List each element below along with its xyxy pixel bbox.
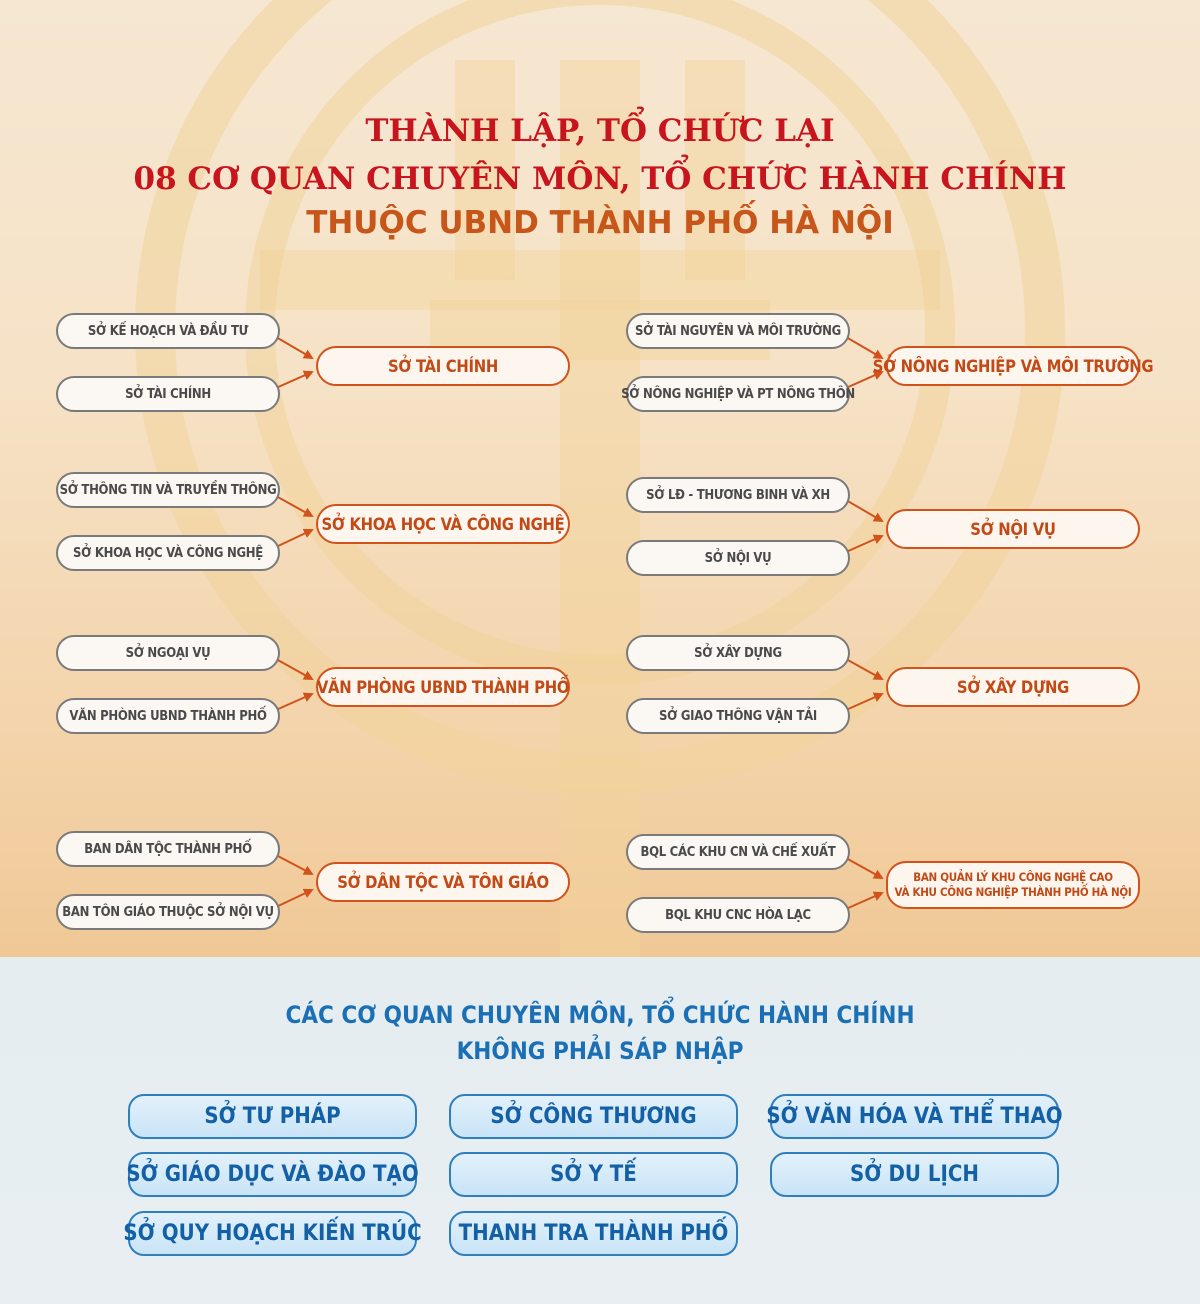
- result-nong-nghiep-moi-truong: SỞ NÔNG NGHIỆP VÀ MÔI TRƯỜNG: [886, 346, 1140, 386]
- result-line-2: VÀ KHU CÔNG NGHIỆP THÀNH PHỐ HÀ NỘI: [894, 885, 1132, 899]
- result-van-phong-ubnd: VĂN PHÒNG UBND THÀNH PHỐ: [316, 667, 570, 707]
- result-ban-quan-ly-khu-cnc: [886, 861, 1140, 909]
- source-ban-dan-toc: BAN DÂN TỘC THÀNH PHỐ: [56, 831, 280, 867]
- unchanged-item-quy-hoach-kien-truc: SỞ QUY HOẠCH KIẾN TRÚC: [128, 1211, 417, 1256]
- unchanged-item-giao-duc-dao-tao: SỞ GIÁO DỤC VÀ ĐÀO TẠO: [128, 1152, 417, 1197]
- source-giao-thong-van-tai: SỞ GIAO THÔNG VẬN TẢI: [626, 698, 850, 734]
- unchanged-item-tu-phap: SỞ TƯ PHÁP: [128, 1094, 417, 1139]
- source-ngoai-vu: SỞ NGOẠI VỤ: [56, 635, 280, 671]
- title-line-2: 08 CƠ QUAN CHUYÊN MÔN, TỔ CHỨC HÀNH CHÍNH: [133, 161, 1067, 197]
- result-khoa-hoc-cong-nghe: SỞ KHOA HỌC VÀ CÔNG NGHỆ: [316, 504, 570, 544]
- source-bql-cn-che-xuat: BQL CÁC KHU CN VÀ CHẾ XUẤT: [626, 834, 850, 870]
- source-tai-chinh: SỞ TÀI CHÍNH: [56, 376, 280, 412]
- source-khoa-hoc-cong-nghe: SỞ KHOA HỌC VÀ CÔNG NGHỆ: [56, 535, 280, 571]
- source-thong-tin-truyen-thong: SỞ THÔNG TIN VÀ TRUYỀN THÔNG: [56, 472, 280, 508]
- unchanged-item-van-hoa-the-thao: SỞ VĂN HÓA VÀ THỂ THAO: [770, 1094, 1059, 1139]
- source-van-phong-ubnd: VĂN PHÒNG UBND THÀNH PHỐ: [56, 698, 280, 734]
- source-ban-ton-giao: BAN TÔN GIÁO THUỘC SỞ NỘI VỤ: [56, 894, 280, 930]
- result-line-1: BAN QUẢN LÝ KHU CÔNG NGHỆ CAO: [913, 870, 1113, 884]
- source-noi-vu: SỞ NỘI VỤ: [626, 540, 850, 576]
- unchanged-title-line-1: CÁC CƠ QUAN CHUYÊN MÔN, TỔ CHỨC HÀNH CHÍNH: [285, 1001, 915, 1029]
- result-so-tai-chinh: SỞ TÀI CHÍNH: [316, 346, 570, 386]
- result-noi-vu: SỞ NỘI VỤ: [886, 509, 1140, 549]
- result-dan-toc-ton-giao: SỞ DÂN TỘC VÀ TÔN GIÁO: [316, 862, 570, 902]
- unchanged-item-y-te: SỞ Y TẾ: [449, 1152, 738, 1197]
- source-xay-dung: SỞ XÂY DỰNG: [626, 635, 850, 671]
- result-xay-dung: SỞ XÂY DỰNG: [886, 667, 1140, 707]
- title-line-1: THÀNH LẬP, TỔ CHỨC LẠI: [365, 113, 835, 149]
- source-ke-hoach-dau-tu: SỞ KẾ HOẠCH VÀ ĐẦU TƯ: [56, 313, 280, 349]
- source-bql-cnc-hoa-lac: BQL KHU CNC HÒA LẠC: [626, 897, 850, 933]
- title-line-3: THUỘC UBND THÀNH PHỐ HÀ NỘI: [306, 205, 894, 241]
- unchanged-title-line-2: KHÔNG PHẢI SÁP NHẬP: [456, 1037, 744, 1065]
- source-ld-thuong-binh-xh: SỞ LĐ - THƯƠNG BINH VÀ XH: [626, 477, 850, 513]
- source-tai-nguyen-moi-truong: SỞ TÀI NGUYÊN VÀ MÔI TRƯỜNG: [626, 313, 850, 349]
- source-nong-nghiep-pt-nong-thon: SỞ NÔNG NGHIỆP VÀ PT NÔNG THÔN: [626, 376, 850, 412]
- unchanged-item-du-lich: SỞ DU LỊCH: [770, 1152, 1059, 1197]
- unchanged-item-thanh-tra: THANH TRA THÀNH PHỐ: [449, 1211, 738, 1256]
- unchanged-item-cong-thuong: SỞ CÔNG THƯƠNG: [449, 1094, 738, 1139]
